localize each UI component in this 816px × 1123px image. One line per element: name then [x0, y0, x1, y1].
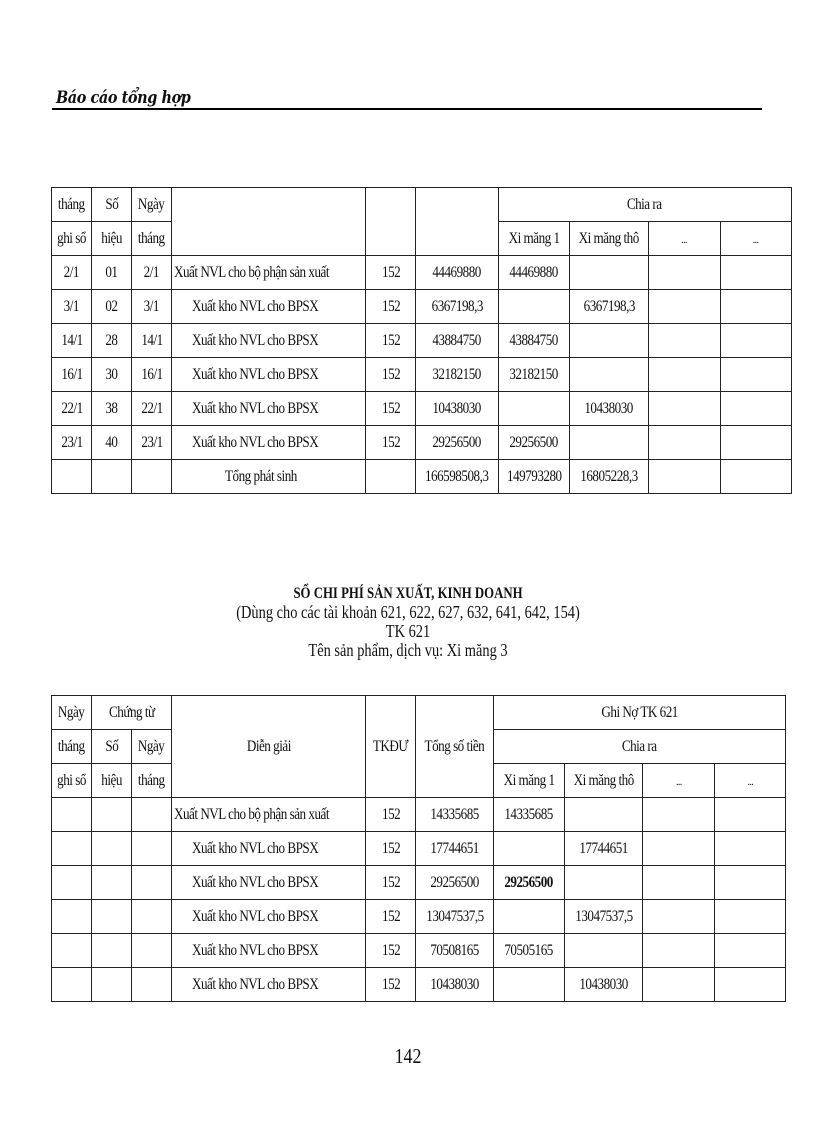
- account: 152: [366, 798, 416, 832]
- head-ngay: Ngày: [132, 188, 172, 222]
- extra-col-2: [720, 256, 791, 290]
- xi-mang-tho-amount: 13047537,5: [564, 900, 642, 934]
- extra-col-2: [720, 392, 791, 426]
- table-row: [52, 968, 786, 1002]
- description: Xuất NVL cho bộ phận sản xuất: [172, 256, 366, 290]
- total-amount: 10438030: [416, 968, 494, 1002]
- xi-mang-1-amount: [498, 290, 570, 324]
- head-more-1: ...: [648, 222, 720, 256]
- head-thang-2: tháng: [132, 222, 172, 256]
- total-amount: 43884750: [416, 324, 498, 358]
- account: 152: [366, 934, 416, 968]
- t2-head-so: Số: [92, 730, 132, 764]
- t2-head-chia-ra: Chia ra: [493, 730, 785, 764]
- ghi-so-date: 3/1: [52, 290, 92, 324]
- table-row: [52, 290, 792, 324]
- xi-mang-tho-amount: 10438030: [570, 392, 648, 426]
- xi-mang-1-amount: 44469880: [498, 256, 570, 290]
- t2-head-more-2: ...: [715, 764, 786, 798]
- table-row: [52, 832, 786, 866]
- extra-col-2: [715, 900, 786, 934]
- ghi-so-date: 22/1: [52, 392, 92, 426]
- extra-col-2: [715, 866, 786, 900]
- section-title-block: [0, 584, 816, 660]
- voucher-date: [132, 866, 172, 900]
- head-xi-mang-1: Xi măng 1: [498, 222, 570, 256]
- extra-col-2: [720, 290, 791, 324]
- voucher-number: [92, 866, 132, 900]
- description: Xuất kho NVL cho BPSX: [172, 392, 366, 426]
- t2-head-thang: tháng: [52, 730, 92, 764]
- extra-col-1: [643, 968, 715, 1002]
- table-row: [52, 900, 786, 934]
- total-amount: 70508165: [416, 934, 494, 968]
- total-amount: 44469880: [416, 256, 498, 290]
- xi-mang-1-amount: 70505165: [493, 934, 564, 968]
- total-amount: 29256500: [416, 866, 494, 900]
- total-xm1: 149793280: [498, 460, 570, 494]
- xi-mang-1-amount: [493, 968, 564, 1002]
- total-amount: 14335685: [416, 798, 494, 832]
- ghi-so-date: [52, 934, 92, 968]
- head-so: Số: [92, 188, 132, 222]
- extra-col-1: [643, 866, 715, 900]
- t2-head-ngay: Ngày: [52, 696, 92, 730]
- account: 152: [366, 832, 416, 866]
- account: 152: [366, 324, 416, 358]
- xi-mang-1-amount: [493, 832, 564, 866]
- account: 152: [366, 392, 416, 426]
- extra-col-1: [643, 900, 715, 934]
- voucher-date: 2/1: [132, 256, 172, 290]
- voucher-date: 3/1: [132, 290, 172, 324]
- extra-col-2: [720, 426, 791, 460]
- voucher-number: [92, 900, 132, 934]
- extra-col-2: [715, 832, 786, 866]
- t2-head-hieu: hiệu: [92, 764, 132, 798]
- voucher-date: 16/1: [132, 358, 172, 392]
- t2-head-ghi-no: Ghi Nợ TK 621: [493, 696, 785, 730]
- head-thang: tháng: [52, 188, 92, 222]
- report-header-title: Báo cáo tổng hợp: [56, 88, 191, 108]
- section-subtitle: (Dùng cho các tài khoản 621, 622, 627, 632, 641, 642, 154): [236, 602, 580, 622]
- page-number: 142: [394, 1044, 422, 1068]
- account: 152: [366, 290, 416, 324]
- xi-mang-1-amount: 43884750: [498, 324, 570, 358]
- table-row: [52, 934, 786, 968]
- table-row: [52, 866, 786, 900]
- extra-col-2: [720, 324, 791, 358]
- ghi-so-date: 23/1: [52, 426, 92, 460]
- table-row: [52, 358, 792, 392]
- extra-col-1: [648, 290, 720, 324]
- voucher-date: [132, 832, 172, 866]
- extra-col-1: [643, 832, 715, 866]
- voucher-number: 01: [92, 256, 132, 290]
- account: 152: [366, 256, 416, 290]
- ghi-so-date: [52, 866, 92, 900]
- total-amount: 10438030: [416, 392, 498, 426]
- voucher-number: 02: [92, 290, 132, 324]
- head-more-2: ...: [720, 222, 791, 256]
- section-account: TK 621: [385, 621, 431, 641]
- head-ghi-so: ghi sổ: [52, 222, 92, 256]
- account: 152: [366, 968, 416, 1002]
- total-amount: 6367198,3: [416, 290, 498, 324]
- extra-col-2: [715, 798, 786, 832]
- voucher-date: [132, 968, 172, 1002]
- xi-mang-tho-amount: [570, 358, 648, 392]
- xi-mang-tho-amount: 6367198,3: [570, 290, 648, 324]
- extra-col-2: [720, 358, 791, 392]
- t2-head-tong-so-tien: Tổng số tiền: [416, 696, 494, 798]
- ghi-so-date: [52, 832, 92, 866]
- account: 152: [366, 900, 416, 934]
- t2-head-thang-2: tháng: [132, 764, 172, 798]
- voucher-date: 23/1: [132, 426, 172, 460]
- total-xmt: 16805228,3: [570, 460, 648, 494]
- extra-col-1: [648, 358, 720, 392]
- voucher-date: [132, 900, 172, 934]
- t2-head-ghi-so: ghi sổ: [52, 764, 92, 798]
- t2-head-xi-mang-tho: Xi măng thô: [564, 764, 642, 798]
- head-hieu: hiệu: [92, 222, 132, 256]
- voucher-date: 22/1: [132, 392, 172, 426]
- voucher-number: 30: [92, 358, 132, 392]
- table-row: [52, 392, 792, 426]
- voucher-number: 28: [92, 324, 132, 358]
- extra-col-1: [643, 798, 715, 832]
- table-row: [52, 324, 792, 358]
- voucher-number: 38: [92, 392, 132, 426]
- t2-head-ngay-2: Ngày: [132, 730, 172, 764]
- description: Xuất kho NVL cho BPSX: [172, 324, 366, 358]
- voucher-number: [92, 832, 132, 866]
- xi-mang-tho-amount: [564, 866, 642, 900]
- description: Xuất kho NVL cho BPSX: [172, 426, 366, 460]
- head-blank-tk: [366, 188, 416, 256]
- voucher-number: 40: [92, 426, 132, 460]
- t2-head-xi-mang-1: Xi măng 1: [493, 764, 564, 798]
- voucher-date: [132, 798, 172, 832]
- section-title: SỔ CHI PHÍ SẢN XUẤT, KINH DOANH: [293, 585, 523, 602]
- head-xi-mang-tho: Xi măng thô: [570, 222, 648, 256]
- account: 152: [366, 866, 416, 900]
- t2-head-dien-giai: Diễn giải: [172, 696, 366, 798]
- ledger-table-2: [51, 695, 786, 1002]
- description: Xuất kho NVL cho BPSX: [172, 832, 366, 866]
- table-row: [52, 426, 792, 460]
- account: 152: [366, 426, 416, 460]
- total-label: Tổng phát sinh: [172, 460, 366, 494]
- voucher-date: 14/1: [132, 324, 172, 358]
- description: Xuất kho NVL cho BPSX: [172, 290, 366, 324]
- extra-col-1: [648, 392, 720, 426]
- xi-mang-tho-amount: 17744651: [564, 832, 642, 866]
- ghi-so-date: [52, 900, 92, 934]
- ghi-so-date: 14/1: [52, 324, 92, 358]
- xi-mang-tho-amount: [564, 934, 642, 968]
- voucher-date: [132, 934, 172, 968]
- xi-mang-1-amount: 29256500: [493, 866, 564, 900]
- xi-mang-1-amount: 14335685: [493, 798, 564, 832]
- extra-col-2: [715, 968, 786, 1002]
- xi-mang-tho-amount: 10438030: [564, 968, 642, 1002]
- head-chia-ra: Chia ra: [498, 188, 791, 222]
- t2-head-chung-tu: Chứng từ: [92, 696, 172, 730]
- extra-col-2: [715, 934, 786, 968]
- total-sum: 166598508,3: [416, 460, 498, 494]
- voucher-number: [92, 934, 132, 968]
- description: Xuất kho NVL cho BPSX: [172, 968, 366, 1002]
- extra-col-1: [648, 324, 720, 358]
- xi-mang-tho-amount: [570, 256, 648, 290]
- xi-mang-tho-amount: [570, 426, 648, 460]
- xi-mang-1-amount: [493, 900, 564, 934]
- ghi-so-date: [52, 798, 92, 832]
- voucher-number: [92, 798, 132, 832]
- account: 152: [366, 358, 416, 392]
- total-amount: 17744651: [416, 832, 494, 866]
- ghi-so-date: 2/1: [52, 256, 92, 290]
- t2-head-more-1: ...: [643, 764, 715, 798]
- ledger-table-1: [51, 187, 792, 494]
- total-amount: 32182150: [416, 358, 498, 392]
- extra-col-1: [648, 256, 720, 290]
- voucher-number: [92, 968, 132, 1002]
- xi-mang-tho-amount: [570, 324, 648, 358]
- table-row: [52, 256, 792, 290]
- extra-col-1: [648, 426, 720, 460]
- extra-col-1: [643, 934, 715, 968]
- total-row: [52, 460, 792, 494]
- t2-head-tkdu: TKĐƯ: [366, 696, 416, 798]
- description: Xuất kho NVL cho BPSX: [172, 900, 366, 934]
- ghi-so-date: [52, 968, 92, 1002]
- xi-mang-1-amount: 29256500: [498, 426, 570, 460]
- xi-mang-tho-amount: [564, 798, 642, 832]
- description: Xuất kho NVL cho BPSX: [172, 358, 366, 392]
- total-amount: 13047537,5: [416, 900, 494, 934]
- ghi-so-date: 16/1: [52, 358, 92, 392]
- total-amount: 29256500: [416, 426, 498, 460]
- description: Xuất kho NVL cho BPSX: [172, 934, 366, 968]
- description: Xuất NVL cho bộ phận sản xuất: [172, 798, 366, 832]
- head-blank-diengiai: [172, 188, 366, 256]
- xi-mang-1-amount: [498, 392, 570, 426]
- xi-mang-1-amount: 32182150: [498, 358, 570, 392]
- table-row: [52, 798, 786, 832]
- head-blank-sum: [416, 188, 498, 256]
- header-rule: [52, 108, 762, 110]
- section-product: Tên sản phẩm, dịch vụ: Xi măng 3: [308, 640, 508, 660]
- description: Xuất kho NVL cho BPSX: [172, 866, 366, 900]
